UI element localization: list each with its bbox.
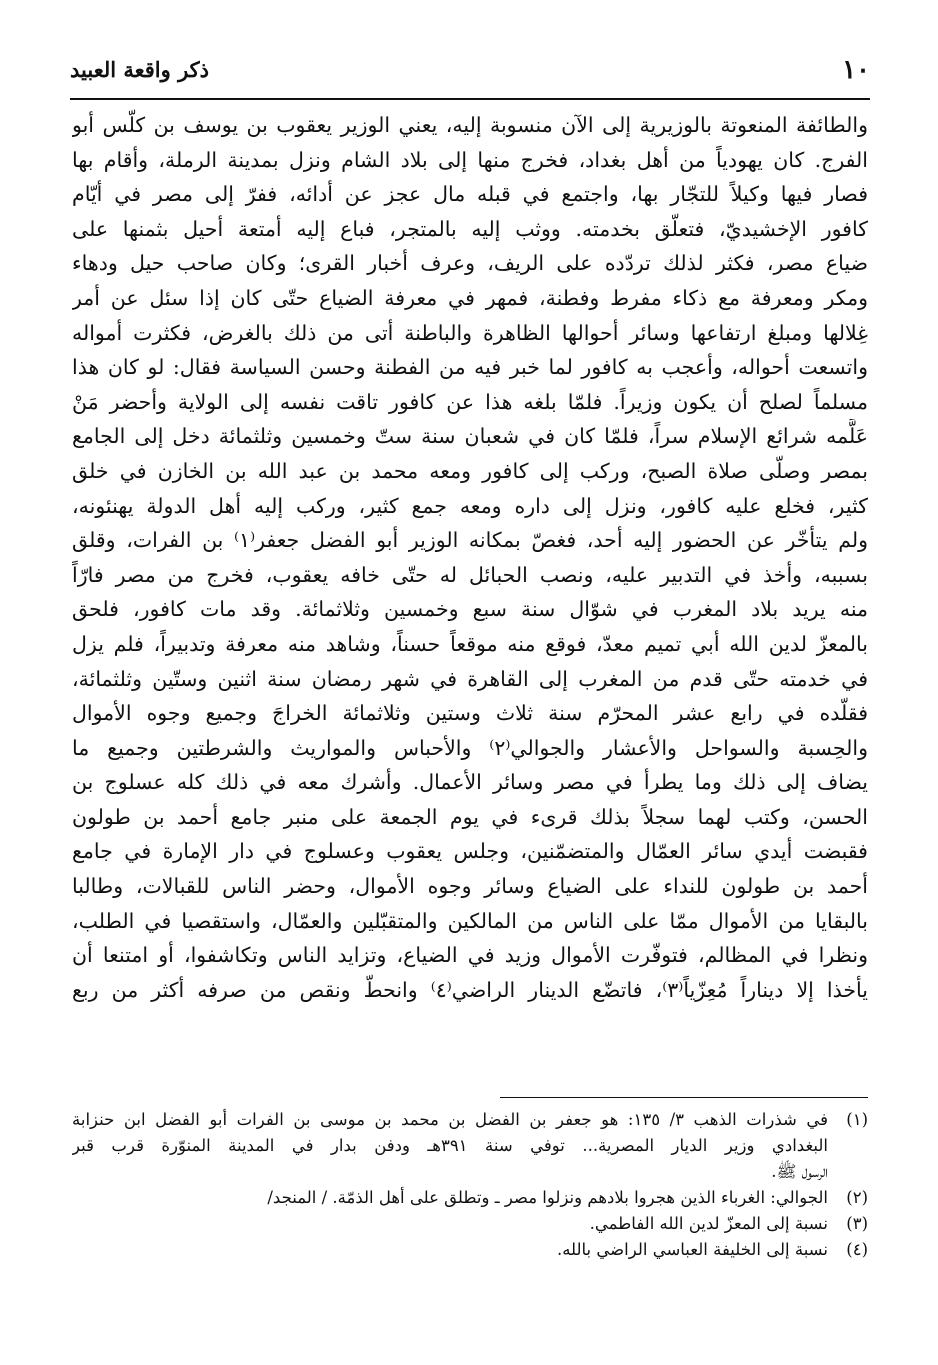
- page-number: ١٠: [842, 55, 870, 85]
- text-line: أحمد بن طولون للنداء على الضياع وسائر وجوه الأموال، وحضر الناس للقبالات، وطالبا: [72, 874, 868, 899]
- text-line: بسببه، وأخذ في التدبير عليه، ونصب الحبائل له حتّى خافه يعقوب، فخرج من مصر فارّاً: [72, 562, 868, 587]
- text-line: بمصر وصلّى صلاة الصبح، وركب إلى كافور ومعه محمد بن عبد الله بن الخازن في خلق: [72, 458, 868, 483]
- footnote-line: الرسول ﷺ.: [771, 1162, 828, 1181]
- footnote-number: (١): [846, 1110, 868, 1129]
- text-line: الفرج. كان يهودياً من أهل بغداد، فخرج منها إلى بلاد الشام ونزل بمدينة الرملة، وأقام بها: [72, 147, 868, 172]
- footnotes: [72, 1107, 868, 1263]
- text-line: يأخذا إلا ديناراً مُعِزّياً⁽٣⁾، فاتضّع الدينار الراضي⁽٤⁾ وانحطّ ونقص من صرفه أكثر من ربع: [72, 977, 868, 1002]
- text-line: كثير، فخلع عليه كافور، ونزل إلى داره ومعه جمع كثير، وركب إليه أهل الدولة يهنئونه،: [72, 493, 868, 518]
- text-line: فصار فيها وكيلاً للتجّار بها، واجتمع في قبله مال عجز عن أدائه، ففرّ إلى مصر في أيّام: [72, 182, 868, 207]
- text-line: ومكر ومعرفة مع ذكاء مفرط وفطنة، فمهر في معرفة الضياع حتّى كان إذا سئل عن أمر: [72, 285, 868, 310]
- footnote-text: [72, 1237, 828, 1263]
- footnote: [72, 1107, 868, 1185]
- text-line: فقبضت أيدي سائر العمّال والمتضمّنين، وجلس يعقوب وعسلوج في دار الإمارة في جامع: [72, 839, 868, 864]
- header-rule: [70, 98, 870, 100]
- text-line: ضياع مصر، فكثر لذلك تردّده على الريف، وعرف أخبار القرى؛ وكان صاحب حيل ودهاء: [72, 251, 868, 276]
- text-line: منه يريد بلاد المغرب في شوّال سنة سبع وخمسين وثلاثمائة. وقد مات كافور، فلحق: [72, 597, 868, 622]
- footnote-line: نسبة إلى المعزّ لدين الله الفاطمي.: [589, 1214, 828, 1233]
- footnote: [72, 1185, 868, 1211]
- footnote-number: (٤): [846, 1240, 868, 1259]
- footnote-text: [72, 1211, 828, 1237]
- text-line: والطائفة المنعوتة بالوزيرية إلى الآن منسوبة إليه، يعني الوزير يعقوب بن يوسف بن كلّس أبو: [72, 113, 868, 137]
- footnote-text: [72, 1185, 828, 1211]
- text-line: ولم يتأخّر عن الحضور إليه أحد، فغصّ بمكانه الوزير أبو الفضل جعفر⁽١⁾ بن الفرات، وقلق: [72, 528, 868, 553]
- running-header: [70, 55, 870, 93]
- footnote-text: [72, 1107, 828, 1185]
- text-line: ونظرا في المظالم، فتوفّرت الأموال وزيد في الضياع، وتزايد الناس وتكاشفوا، أو امتنعا أن: [72, 943, 868, 968]
- footnote-number: (٣): [846, 1214, 868, 1233]
- footnote: [72, 1211, 868, 1237]
- footnote-number: (٢): [846, 1188, 868, 1207]
- text-line: مسلماً لصلح أن يكون وزيراً. فلمّا بلغه هذا عن كافور تاقت نفسه إلى الولاية وأحضر مَنْ: [72, 389, 868, 414]
- footnote-line: البغدادي وزير الديار المصرية... توفي سنة ٣٩١هـ ودفن بدار في المدينة المنوّرة قرب قبر: [72, 1136, 828, 1155]
- footnote-rule: [500, 1097, 868, 1098]
- text-line: في خدمته حتّى قدم من المغرب إلى القاهرة في شهر رمضان سنة اثنين وستّين وثلثمائة،: [72, 666, 868, 691]
- text-line: يضاف إلى ذلك وما يطرأ في مصر وسائر الأعمال. وأشرك معه في ذلك كله عسلوج بن: [72, 770, 868, 795]
- text-line: بالبقايا من الأموال ممّا على الناس من المالكين والمتقبّلين والعمّال، واستقصيا في الطلب،: [72, 908, 868, 933]
- text-line: بالمعزّ لدين الله أبي تميم معدّ، فوقع منه موقعاً حسناً، وشاهد منه معرفة وتدبيراً، فلم يزل: [72, 631, 868, 656]
- main-text: [72, 108, 868, 1007]
- text-line: غِلالها ومبلغ ارتفاعها وسائر أحوالها الظاهرة والباطنة أتى من ذلك بالغرض، فكثرت أمواله: [72, 320, 868, 345]
- text-line: والحِسبة والسواحل والأعشار والجوالي⁽٢⁾ والأحباس والمواريث والشرطتين وجميع ما: [72, 735, 868, 760]
- text-line: الحسن، وكتب لهما سجلاً بذلك قرىء في يوم الجمعة على منبر جامع أحمد بن طولون: [72, 804, 868, 829]
- running-title: ذكر واقعة العبيد: [70, 57, 210, 82]
- footnote-line: نسبة إلى الخليفة العباسي الراضي بالله.: [556, 1240, 828, 1259]
- footnote-line: الجوالي: الغرباء الذين هجروا بلادهم ونزلوا مصر ـ وتطلق على أهل الذمّة. / المنجد/: [267, 1188, 828, 1207]
- footnote-line: في شذرات الذهب ٣/ ١٣٥: هو جعفر بن الفضل بن محمد بن موسى بن الفرات أبو الفضل ابن حنزابة: [72, 1110, 828, 1129]
- text-line: كافور الإخشيديّ، فتعلّق بخدمته. ووثب إليه بالمتجر، فباع إليه أمتعة أحيل بثمنها على: [72, 216, 868, 241]
- text-line: عَلَّمه شرائع الإسلام سراً، فلمّا كان في شعبان سنة ستّ وخمسين وثلثمائة دخل إلى الجامع: [72, 424, 868, 449]
- footnote: [72, 1237, 868, 1263]
- text-line: واتسعت أحواله، وأعجب به كافور لما خبر فيه من الفطنة وحسن السياسة فقال: لو كان هذا: [72, 355, 868, 380]
- text-line: فقلّده في رابع عشر المحرّم سنة ثلاث وستين وثلاثمائة الخراجَ وجميع وجوه الأموال: [72, 701, 868, 726]
